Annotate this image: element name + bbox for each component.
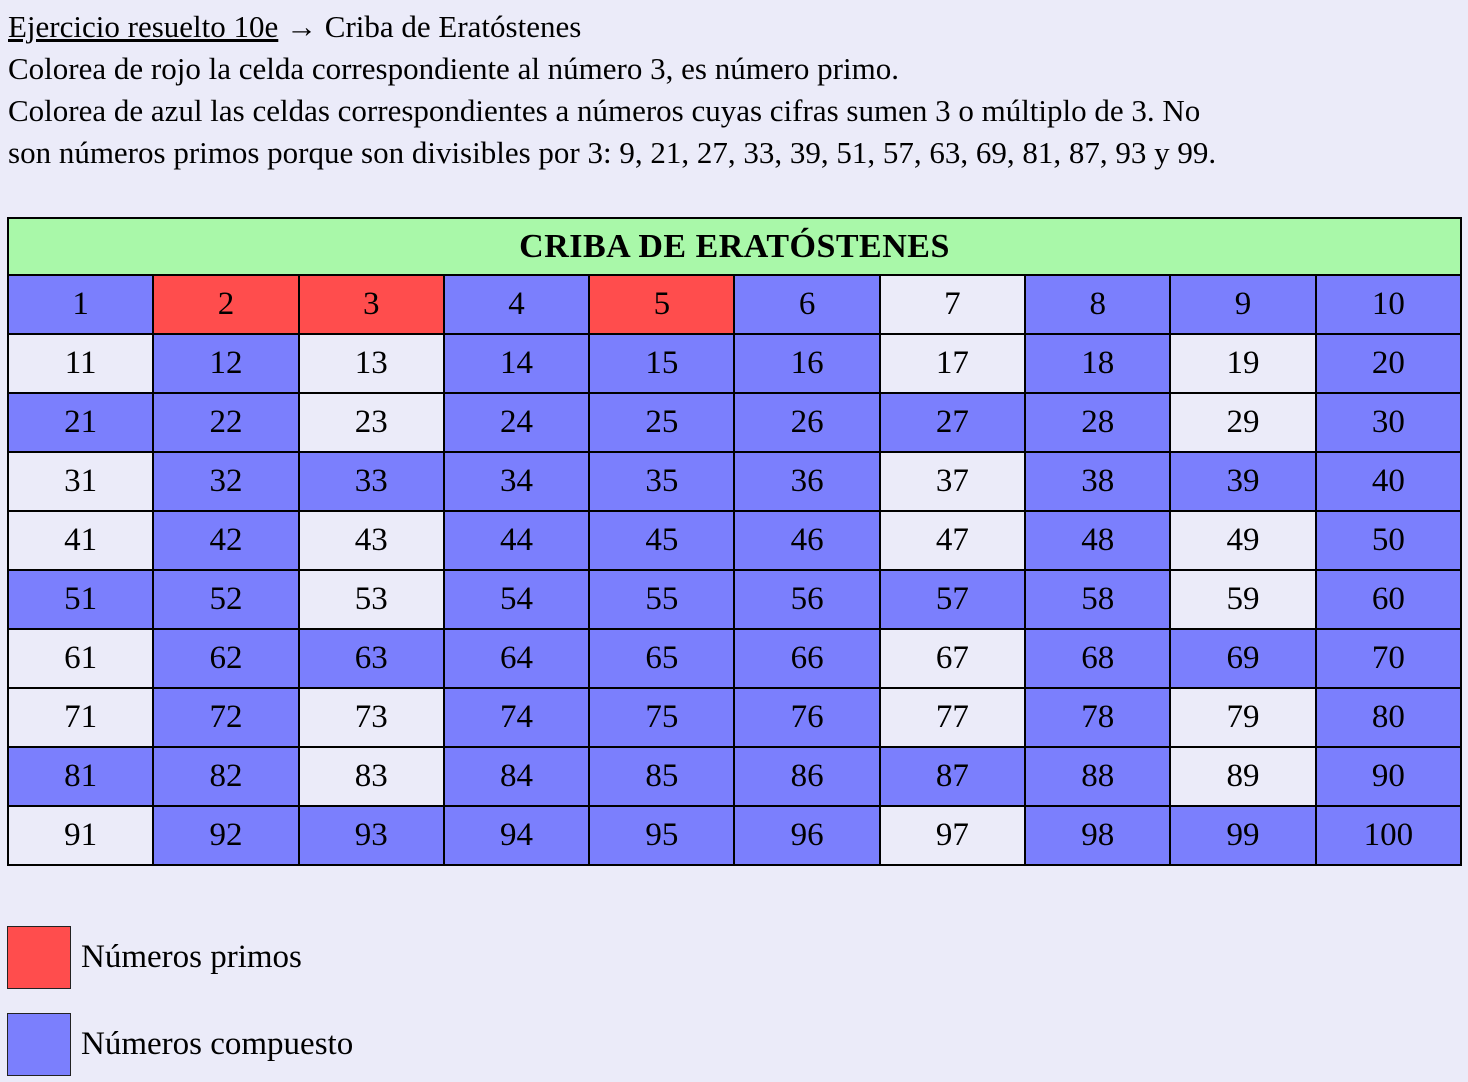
number-cell[interactable]: 14 [444, 334, 589, 393]
legend-primes-swatch [7, 926, 71, 989]
number-cell[interactable]: 87 [880, 747, 1025, 806]
number-cell[interactable]: 75 [589, 688, 734, 747]
number-cell[interactable]: 1 [8, 275, 153, 334]
number-cell[interactable]: 49 [1170, 511, 1315, 570]
number-cell[interactable]: 100 [1316, 806, 1461, 865]
number-cell[interactable]: 8 [1025, 275, 1170, 334]
number-cell[interactable]: 78 [1025, 688, 1170, 747]
number-cell[interactable]: 12 [153, 334, 298, 393]
number-cell[interactable]: 29 [1170, 393, 1315, 452]
number-cell[interactable]: 88 [1025, 747, 1170, 806]
number-cell[interactable]: 65 [589, 629, 734, 688]
number-cell[interactable]: 91 [8, 806, 153, 865]
exercise-link[interactable]: Ejercicio resuelto 10e [8, 9, 279, 44]
number-cell[interactable]: 55 [589, 570, 734, 629]
number-cell[interactable]: 9 [1170, 275, 1315, 334]
number-cell[interactable]: 95 [589, 806, 734, 865]
exercise-header [8, 6, 1458, 174]
number-cell[interactable]: 93 [299, 806, 444, 865]
legend-composite [7, 1011, 353, 1077]
number-cell[interactable]: 69 [1170, 629, 1315, 688]
number-cell[interactable]: 4 [444, 275, 589, 334]
number-cell[interactable]: 15 [589, 334, 734, 393]
number-cell[interactable]: 63 [299, 629, 444, 688]
number-cell[interactable]: 70 [1316, 629, 1461, 688]
sieve-row [8, 511, 1461, 570]
number-cell[interactable]: 92 [153, 806, 298, 865]
number-cell[interactable]: 80 [1316, 688, 1461, 747]
number-cell[interactable]: 6 [734, 275, 879, 334]
number-cell[interactable]: 48 [1025, 511, 1170, 570]
number-cell[interactable]: 47 [880, 511, 1025, 570]
number-cell[interactable]: 42 [153, 511, 298, 570]
number-cell[interactable]: 37 [880, 452, 1025, 511]
number-cell[interactable]: 94 [444, 806, 589, 865]
number-cell[interactable]: 72 [153, 688, 298, 747]
number-cell[interactable]: 11 [8, 334, 153, 393]
exercise-title [8, 6, 1458, 48]
number-cell[interactable]: 81 [8, 747, 153, 806]
number-cell[interactable]: 23 [299, 393, 444, 452]
number-cell[interactable]: 46 [734, 511, 879, 570]
number-cell[interactable]: 45 [589, 511, 734, 570]
number-cell[interactable]: 13 [299, 334, 444, 393]
number-cell[interactable]: 28 [1025, 393, 1170, 452]
sieve-row [8, 570, 1461, 629]
number-cell[interactable]: 66 [734, 629, 879, 688]
number-cell[interactable]: 3 [299, 275, 444, 334]
number-cell[interactable]: 20 [1316, 334, 1461, 393]
exercise-subject: Criba de Eratóstenes [324, 9, 582, 44]
number-cell[interactable]: 74 [444, 688, 589, 747]
number-cell[interactable]: 58 [1025, 570, 1170, 629]
number-cell[interactable]: 59 [1170, 570, 1315, 629]
number-cell[interactable]: 57 [880, 570, 1025, 629]
number-cell[interactable]: 86 [734, 747, 879, 806]
number-cell[interactable]: 54 [444, 570, 589, 629]
number-cell[interactable]: 51 [8, 570, 153, 629]
instruction-blue-line1: Colorea de azul las celdas correspondientes a números cuyas cifras sumen 3 o múltiplo de 3. No [8, 93, 1201, 128]
number-cell[interactable]: 24 [444, 393, 589, 452]
number-cell[interactable]: 82 [153, 747, 298, 806]
number-cell[interactable]: 18 [1025, 334, 1170, 393]
number-cell[interactable]: 53 [299, 570, 444, 629]
number-cell[interactable]: 98 [1025, 806, 1170, 865]
number-cell[interactable]: 17 [880, 334, 1025, 393]
number-cell[interactable]: 35 [589, 452, 734, 511]
number-cell[interactable]: 99 [1170, 806, 1315, 865]
sieve-row [8, 629, 1461, 688]
number-cell[interactable]: 21 [8, 393, 153, 452]
number-cell[interactable]: 43 [299, 511, 444, 570]
number-cell[interactable]: 39 [1170, 452, 1315, 511]
number-cell[interactable]: 32 [153, 452, 298, 511]
number-cell[interactable]: 96 [734, 806, 879, 865]
number-cell[interactable]: 40 [1316, 452, 1461, 511]
legend-composite-label: Números compuesto [81, 1026, 354, 1062]
legend-primes [7, 924, 302, 990]
number-cell[interactable]: 22 [153, 393, 298, 452]
number-cell[interactable]: 41 [8, 511, 153, 570]
sieve-row [8, 393, 1461, 452]
sieve-grid [8, 275, 1461, 865]
sieve-title: CRIBA DE ERATÓSTENES [8, 218, 1461, 275]
arrow-icon: → [286, 9, 318, 44]
number-cell[interactable]: 62 [153, 629, 298, 688]
number-cell[interactable]: 76 [734, 688, 879, 747]
sieve-row [8, 806, 1461, 865]
number-cell[interactable]: 73 [299, 688, 444, 747]
number-cell[interactable]: 85 [589, 747, 734, 806]
number-cell[interactable]: 52 [153, 570, 298, 629]
number-cell[interactable]: 64 [444, 629, 589, 688]
number-cell[interactable]: 77 [880, 688, 1025, 747]
number-cell[interactable]: 97 [880, 806, 1025, 865]
sieve-row [8, 688, 1461, 747]
number-cell[interactable]: 34 [444, 452, 589, 511]
number-cell[interactable]: 67 [880, 629, 1025, 688]
number-cell[interactable]: 61 [8, 629, 153, 688]
sieve-table [7, 217, 1462, 866]
number-cell[interactable]: 84 [444, 747, 589, 806]
number-cell[interactable]: 89 [1170, 747, 1315, 806]
sieve-row [8, 275, 1461, 334]
number-cell[interactable]: 38 [1025, 452, 1170, 511]
number-cell[interactable]: 83 [299, 747, 444, 806]
number-cell[interactable]: 31 [8, 452, 153, 511]
number-cell[interactable]: 7 [880, 275, 1025, 334]
number-cell[interactable]: 71 [8, 688, 153, 747]
number-cell[interactable]: 90 [1316, 747, 1461, 806]
number-cell[interactable]: 30 [1316, 393, 1461, 452]
number-cell[interactable]: 19 [1170, 334, 1315, 393]
number-cell[interactable]: 50 [1316, 511, 1461, 570]
number-cell[interactable]: 25 [589, 393, 734, 452]
number-cell[interactable]: 10 [1316, 275, 1461, 334]
number-cell[interactable]: 5 [589, 275, 734, 334]
number-cell[interactable]: 68 [1025, 629, 1170, 688]
number-cell[interactable]: 26 [734, 393, 879, 452]
number-cell[interactable]: 60 [1316, 570, 1461, 629]
number-cell[interactable]: 44 [444, 511, 589, 570]
number-cell[interactable]: 27 [880, 393, 1025, 452]
sieve-row [8, 334, 1461, 393]
number-cell[interactable]: 79 [1170, 688, 1315, 747]
number-cell[interactable]: 36 [734, 452, 879, 511]
number-cell[interactable]: 33 [299, 452, 444, 511]
instruction-red: Colorea de rojo la celda correspondiente al número 3, es número primo. [8, 51, 899, 86]
legend-composite-swatch [7, 1013, 71, 1076]
legend-primes-label: Números primos [81, 939, 302, 975]
number-cell[interactable]: 16 [734, 334, 879, 393]
number-cell[interactable]: 2 [153, 275, 298, 334]
number-cell[interactable]: 56 [734, 570, 879, 629]
sieve-row [8, 747, 1461, 806]
sieve-row [8, 452, 1461, 511]
instruction-blue-line2: son números primos porque son divisibles por 3: 9, 21, 27, 33, 39, 51, 57, 63, 69, 81, 87, 93 y 99. [8, 135, 1217, 170]
